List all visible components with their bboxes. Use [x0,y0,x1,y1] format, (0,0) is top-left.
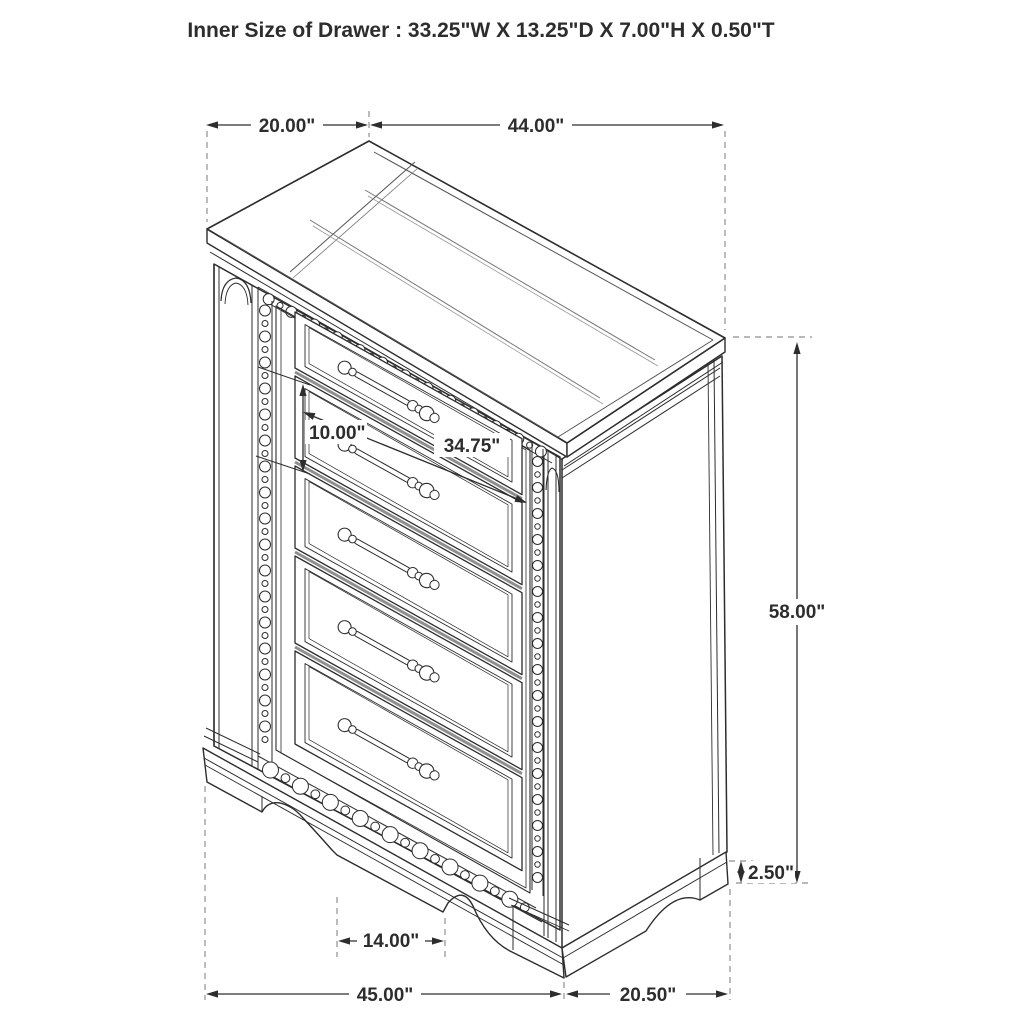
dim-label-drawer-width: 34.75" [443,436,501,457]
dim-label-drawer-height: 10.00" [309,423,366,444]
dim-label-overall-width: 45.00" [356,985,414,1006]
chest-line-drawing [203,141,728,978]
dim-label-foot-spacing: 14.00" [362,931,420,952]
dim-label-top-width: 44.00" [507,116,565,137]
dim-label-overall-height: 58.00" [768,602,826,623]
dim-label-overall-depth: 20.50" [619,985,677,1006]
page-title: Inner Size of Drawer : 33.25"W X 13.25"D X 7.00"H X 0.50"T [187,19,775,42]
dim-label-base-height: 2.50" [748,863,794,884]
dim-label-top-depth: 20.00" [258,116,316,137]
